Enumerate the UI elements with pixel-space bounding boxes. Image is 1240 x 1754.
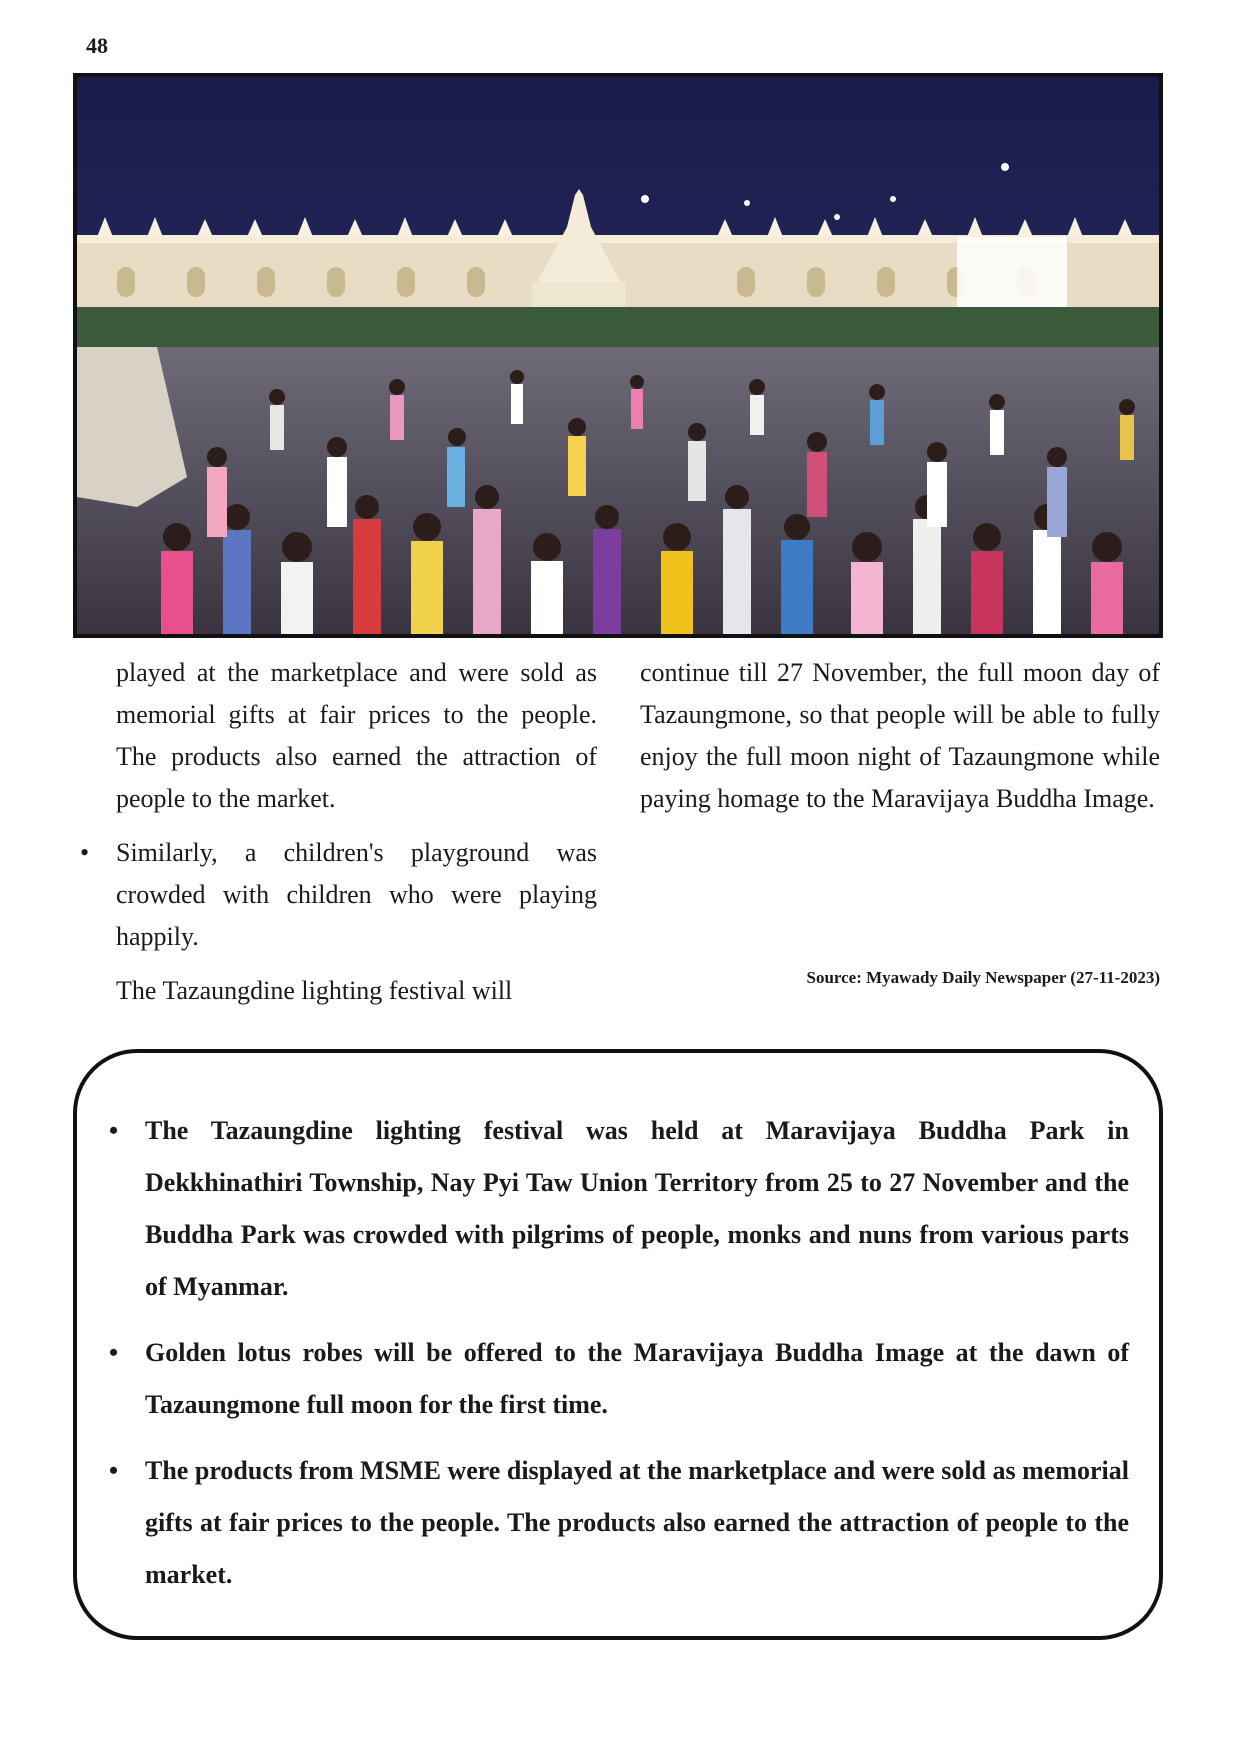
summary-box (73, 1049, 1163, 1640)
bullet-icon: • (109, 1456, 119, 1485)
article-paragraph: The Tazaungdine lighting festival will (116, 976, 513, 1005)
page-number: 48 (86, 33, 108, 58)
article-left-column (80, 652, 597, 1024)
bullet-icon: • (80, 838, 90, 867)
summary-item-text: Golden lotus robes will be offered to the Maravijaya Buddha Image at the dawn of Tazaungmone full moon for the first time. (145, 1338, 1129, 1419)
article-paragraph: continue till 27 November, the full moon day of Tazaungmone, so that people will be able to fully enjoy the full moon night of Tazaungmone while paying homage to the Maravijaya Buddha Image. (640, 658, 1160, 813)
summary-item (109, 1105, 1129, 1313)
festival-photo (73, 73, 1163, 638)
article-bullet-item (80, 832, 597, 958)
summary-item (109, 1445, 1129, 1601)
article-right-column (640, 652, 1160, 832)
article-bullet-text: Similarly, a children's playground was crowded with children who were playing happily. (116, 838, 597, 951)
article-paragraph: played at the marketplace and were sold as memorial gifts at fair prices to the people. The products also earned the attraction of people to the market. (116, 658, 597, 813)
summary-item (109, 1327, 1129, 1431)
festival-photo-illustration (77, 77, 1159, 634)
summary-item-text: The Tazaungdine lighting festival was held at Maravijaya Buddha Park in Dekkhinathiri Township, Nay Pyi Taw Union Territory from 25 to 27 November and the Buddha Park was crowded with pilgrims of people, monks and nuns from various parts of Myanmar. (145, 1116, 1129, 1301)
summary-list (109, 1105, 1129, 1615)
bullet-icon: • (109, 1116, 119, 1145)
summary-item-text: The products from MSME were displayed at the marketplace and were sold as memorial gifts at fair prices to the people. The products also earned the attraction of people to the market. (145, 1456, 1129, 1589)
bullet-icon: • (109, 1338, 119, 1367)
source-citation: Source: Myawady Daily Newspaper (27-11-2023) (806, 968, 1160, 987)
